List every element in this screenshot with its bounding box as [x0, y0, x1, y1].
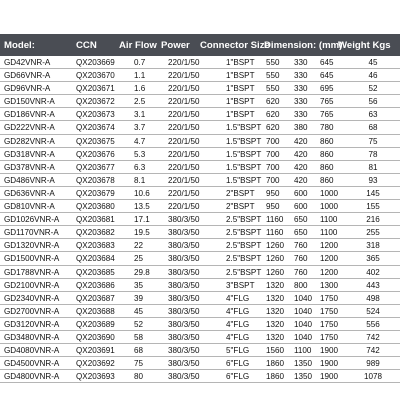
table-row [0, 82, 400, 95]
cell-connector-size: 6"FLG [226, 372, 250, 382]
cell-power: 380/3/50 [168, 372, 200, 382]
cell-ccn: QX203675 [76, 136, 115, 146]
table-row [0, 239, 400, 252]
table-row [0, 187, 400, 200]
cell-dimension-width: 330 [294, 71, 308, 81]
table-row [0, 148, 400, 161]
cell-dimension-length: 950 [266, 188, 280, 198]
header-model: Model: [4, 40, 35, 51]
table-row [0, 292, 400, 305]
cell-ccn: QX203688 [76, 306, 115, 316]
cell-connector-size: 2.5"BSPT [226, 215, 262, 225]
table-row [0, 121, 400, 134]
cell-connector-size: 2"BSPT [226, 202, 255, 212]
cell-air-flow: 52 [134, 319, 144, 329]
cell-connector-size: 1.5"BSPT [226, 123, 262, 133]
cell-dimension-height: 860 [320, 136, 334, 146]
header-air-flow: Air Flow [119, 40, 157, 51]
cell-dimension-width: 1040 [294, 306, 313, 316]
cell-dimension-height: 1750 [320, 293, 339, 303]
cell-ccn: QX203690 [76, 332, 115, 342]
cell-power: 220/1/50 [168, 175, 200, 185]
cell-weight: 498 [366, 293, 380, 303]
cell-model: GD4500VNR-A [4, 359, 60, 369]
table-row [0, 318, 400, 331]
cell-ccn: QX203669 [76, 58, 115, 67]
cell-connector-size: 4"FLG [226, 306, 250, 316]
cell-weight: 81 [368, 162, 378, 172]
cell-weight: 216 [366, 215, 380, 225]
cell-air-flow: 17.1 [134, 215, 150, 225]
table-row [0, 344, 400, 357]
cell-weight: 1078 [363, 372, 382, 382]
cell-connector-size: 4"FLG [226, 332, 250, 342]
cell-power: 220/1/50 [168, 58, 200, 67]
cell-air-flow: 3.7 [134, 123, 146, 133]
cell-weight: 318 [366, 241, 380, 251]
cell-weight: 524 [366, 306, 380, 316]
cell-air-flow: 2.5 [134, 97, 146, 107]
cell-power: 380/3/50 [168, 346, 200, 356]
cell-connector-size: 2.5"BSPT [226, 241, 262, 251]
cell-ccn: QX203671 [76, 84, 115, 94]
cell-dimension-length: 1320 [266, 332, 285, 342]
cell-model: GD4800VNR-A [4, 372, 60, 382]
cell-dimension-length: 1320 [266, 319, 285, 329]
cell-air-flow: 0.7 [134, 58, 146, 67]
cell-power: 220/1/50 [168, 188, 200, 198]
cell-power: 380/3/50 [168, 332, 200, 342]
cell-ccn: QX203679 [76, 188, 115, 198]
cell-weight: 63 [368, 110, 378, 120]
table-row [0, 279, 400, 292]
cell-dimension-height: 1900 [320, 346, 339, 356]
cell-air-flow: 68 [134, 346, 144, 356]
cell-dimension-length: 700 [266, 175, 280, 185]
cell-power: 220/1/50 [168, 202, 200, 212]
cell-air-flow: 80 [134, 372, 144, 382]
cell-connector-size: 1.5"BSPT [226, 175, 262, 185]
table-row [0, 95, 400, 108]
cell-air-flow: 6.3 [134, 162, 146, 172]
cell-dimension-height: 1750 [320, 306, 339, 316]
cell-connector-size: 1.5"BSPT [226, 162, 262, 172]
cell-dimension-height: 765 [320, 110, 334, 120]
cell-dimension-width: 420 [294, 136, 308, 146]
cell-dimension-length: 1860 [266, 359, 285, 369]
cell-model: GD1026VNR-A [4, 215, 60, 225]
table-row [0, 266, 400, 279]
cell-weight: 742 [366, 332, 380, 342]
table-row [0, 108, 400, 121]
table-row [0, 305, 400, 318]
cell-dimension-height: 1100 [320, 215, 338, 225]
cell-connector-size: 2.5"BSPT [226, 254, 262, 264]
cell-dimension-height: 1900 [320, 359, 339, 369]
cell-model: GD1500VNR-A [4, 254, 60, 264]
cell-ccn: QX203678 [76, 175, 115, 185]
cell-connector-size: 1.5"BSPT [226, 149, 262, 159]
cell-connector-size: 1"BSPT [226, 84, 255, 94]
cell-dimension-height: 1200 [320, 267, 339, 277]
cell-ccn: QX203689 [76, 319, 115, 329]
cell-dimension-width: 1350 [294, 359, 313, 369]
cell-air-flow: 8.1 [134, 175, 146, 185]
cell-weight: 402 [366, 267, 380, 277]
cell-dimension-width: 650 [294, 215, 308, 225]
cell-dimension-height: 1900 [320, 372, 339, 382]
cell-dimension-length: 700 [266, 136, 280, 146]
cell-ccn: QX203681 [76, 215, 115, 225]
cell-connector-size: 6"FLG [226, 359, 250, 369]
cell-dimension-height: 1750 [320, 319, 339, 329]
cell-weight: 52 [368, 84, 378, 94]
cell-ccn: QX203683 [76, 241, 115, 251]
cell-ccn: QX203673 [76, 110, 115, 120]
header-connector-size: Connector Size [200, 40, 270, 51]
cell-connector-size: 4"FLG [226, 319, 250, 329]
cell-ccn: QX203680 [76, 202, 115, 212]
cell-weight: 75 [368, 136, 378, 146]
cell-dimension-width: 420 [294, 162, 308, 172]
cell-power: 380/3/50 [168, 267, 200, 277]
cell-air-flow: 1.1 [134, 71, 146, 81]
cell-power: 380/3/50 [168, 293, 200, 303]
cell-model: GD3120VNR-A [4, 319, 60, 329]
cell-dimension-height: 695 [320, 84, 334, 94]
cell-dimension-width: 760 [294, 254, 308, 264]
table-row [0, 69, 400, 82]
header-ccn: CCN [76, 40, 97, 51]
table-row [0, 135, 400, 148]
table-body [0, 56, 400, 383]
cell-ccn: QX203685 [76, 267, 115, 277]
cell-connector-size: 2"BSPT [226, 188, 255, 198]
cell-dimension-width: 330 [294, 84, 308, 94]
cell-model: GD486VNR-A [4, 175, 55, 185]
cell-air-flow: 35 [134, 280, 144, 290]
cell-dimension-width: 600 [294, 202, 308, 212]
cell-dimension-length: 700 [266, 149, 280, 159]
cell-dimension-length: 550 [266, 84, 280, 94]
cell-connector-size: 3"BSPT [226, 280, 255, 290]
cell-ccn: QX203691 [76, 346, 115, 356]
cell-dimension-height: 780 [320, 123, 334, 133]
cell-power: 380/3/50 [168, 359, 200, 369]
cell-dimension-length: 1160 [266, 215, 284, 225]
table-row [0, 161, 400, 174]
cell-dimension-height: 645 [320, 71, 334, 81]
cell-weight: 443 [366, 280, 380, 290]
cell-dimension-height: 645 [320, 58, 334, 67]
cell-ccn: QX203684 [76, 254, 115, 264]
cell-power: 220/1/50 [168, 71, 200, 81]
cell-dimension-length: 620 [266, 123, 280, 133]
cell-dimension-width: 330 [294, 97, 308, 107]
cell-dimension-length: 950 [266, 202, 280, 212]
cell-air-flow: 45 [134, 306, 144, 316]
cell-ccn: QX203672 [76, 97, 115, 107]
cell-dimension-length: 1320 [266, 280, 285, 290]
cell-power: 380/3/50 [168, 306, 200, 316]
cell-ccn: QX203676 [76, 149, 115, 159]
table-row [0, 252, 400, 265]
cell-dimension-length: 1860 [266, 372, 285, 382]
cell-dimension-width: 600 [294, 188, 308, 198]
cell-model: GD2700VNR-A [4, 306, 60, 316]
cell-dimension-length: 620 [266, 97, 280, 107]
cell-dimension-height: 1300 [320, 280, 339, 290]
cell-air-flow: 19.5 [134, 228, 150, 238]
table-row [0, 370, 400, 383]
cell-connector-size: 4"FLG [226, 293, 250, 303]
cell-air-flow: 1.6 [134, 84, 146, 94]
header-weight: Weight Kgs [338, 40, 391, 51]
cell-power: 380/3/50 [168, 228, 200, 238]
cell-model: GD222VNR-A [4, 123, 55, 133]
cell-connector-size: 1.5"BSPT [226, 136, 262, 146]
cell-dimension-length: 620 [266, 110, 280, 120]
table-row [0, 200, 400, 213]
cell-ccn: QX203677 [76, 162, 115, 172]
table-row [0, 56, 400, 69]
cell-power: 380/3/50 [168, 241, 200, 251]
cell-connector-size: 2.5"BSPT [226, 267, 262, 277]
table-header-row [0, 34, 400, 56]
cell-power: 380/3/50 [168, 319, 200, 329]
cell-air-flow: 58 [134, 332, 144, 342]
cell-dimension-length: 1320 [266, 293, 285, 303]
cell-model: GD2340VNR-A [4, 293, 60, 303]
cell-power: 220/1/50 [168, 149, 200, 159]
cell-air-flow: 22 [134, 241, 144, 251]
cell-power: 380/3/50 [168, 254, 200, 264]
cell-air-flow: 3.1 [134, 110, 146, 120]
cell-weight: 68 [368, 123, 378, 133]
cell-weight: 56 [368, 97, 378, 107]
cell-power: 380/3/50 [168, 280, 200, 290]
table-row [0, 357, 400, 370]
cell-model: GD1788VNR-A [4, 267, 60, 277]
cell-dimension-height: 860 [320, 162, 334, 172]
cell-dimension-width: 1350 [294, 372, 313, 382]
cell-air-flow: 29.8 [134, 267, 150, 277]
cell-dimension-width: 330 [294, 58, 308, 67]
cell-air-flow: 39 [134, 293, 144, 303]
cell-power: 220/1/50 [168, 162, 200, 172]
cell-power: 380/3/50 [168, 215, 200, 225]
cell-dimension-height: 1200 [320, 241, 339, 251]
cell-dimension-width: 760 [294, 267, 308, 277]
cell-power: 220/1/50 [168, 110, 200, 120]
cell-model: GD318VNR-A [4, 149, 55, 159]
cell-dimension-length: 1260 [266, 241, 285, 251]
cell-ccn: QX203682 [76, 228, 115, 238]
cell-air-flow: 75 [134, 359, 144, 369]
cell-weight: 78 [368, 149, 378, 159]
cell-model: GD4080VNR-A [4, 346, 60, 356]
cell-air-flow: 4.7 [134, 136, 146, 146]
cell-weight: 255 [366, 228, 380, 238]
cell-ccn: QX203687 [76, 293, 115, 303]
cell-dimension-length: 700 [266, 162, 280, 172]
cell-dimension-width: 420 [294, 175, 308, 185]
table-row [0, 226, 400, 239]
cell-model: GD2100VNR-A [4, 280, 60, 290]
cell-model: GD3480VNR-A [4, 332, 60, 342]
cell-connector-size: 5"FLG [226, 346, 250, 356]
cell-power: 220/1/50 [168, 123, 200, 133]
cell-weight: 145 [366, 188, 380, 198]
cell-dimension-height: 1750 [320, 332, 339, 342]
cell-connector-size: 1"BSPT [226, 110, 255, 120]
cell-dimension-length: 1560 [266, 346, 285, 356]
cell-air-flow: 25 [134, 254, 144, 264]
cell-connector-size: 1"BSPT [226, 71, 255, 81]
cell-model: GD378VNR-A [4, 162, 55, 172]
cell-ccn: QX203692 [76, 359, 115, 369]
cell-dimension-length: 550 [266, 71, 280, 81]
cell-air-flow: 5.3 [134, 149, 146, 159]
table-row [0, 331, 400, 344]
cell-dimension-length: 550 [266, 58, 280, 67]
cell-connector-size: 2.5"BSPT [226, 228, 262, 238]
cell-model: GD150VNR-A [4, 97, 55, 107]
cell-model: GD1320VNR-A [4, 241, 60, 251]
cell-model: GD42VNR-A [4, 58, 51, 67]
cell-weight: 93 [368, 175, 378, 185]
table-row [0, 174, 400, 187]
cell-dimension-height: 1000 [320, 188, 339, 198]
cell-ccn: QX203670 [76, 71, 115, 81]
table-row [0, 213, 400, 226]
cell-dimension-height: 1200 [320, 254, 339, 264]
cell-dimension-width: 800 [294, 280, 308, 290]
cell-model: GD282VNR-A [4, 136, 55, 146]
cell-model: GD810VNR-A [4, 202, 55, 212]
cell-model: GD636VNR-A [4, 188, 55, 198]
cell-model: GD96VNR-A [4, 84, 51, 94]
cell-ccn: QX203674 [76, 123, 115, 133]
cell-model: GD1170VNR-A [4, 228, 59, 238]
cell-dimension-height: 860 [320, 175, 334, 185]
cell-dimension-height: 1000 [320, 202, 339, 212]
header-power: Power [161, 40, 190, 51]
cell-weight: 155 [366, 202, 380, 212]
cell-dimension-width: 760 [294, 241, 308, 251]
cell-dimension-width: 420 [294, 149, 308, 159]
cell-dimension-height: 860 [320, 149, 334, 159]
cell-model: GD186VNR-A [4, 110, 55, 120]
cell-weight: 556 [366, 319, 380, 329]
cell-dimension-width: 1040 [294, 293, 313, 303]
cell-power: 220/1/50 [168, 136, 200, 146]
cell-dimension-width: 650 [294, 228, 308, 238]
cell-dimension-width: 1040 [294, 332, 313, 342]
spec-table [0, 34, 400, 383]
cell-dimension-width: 380 [294, 123, 308, 133]
cell-weight: 742 [366, 346, 380, 356]
cell-dimension-width: 1040 [294, 319, 313, 329]
cell-power: 220/1/50 [168, 97, 200, 107]
cell-dimension-width: 1100 [294, 346, 312, 356]
cell-ccn: QX203693 [76, 372, 115, 382]
cell-connector-size: 1"BSPT [226, 97, 255, 107]
cell-dimension-length: 1320 [266, 306, 285, 316]
cell-dimension-length: 1160 [266, 228, 284, 238]
cell-dimension-width: 330 [294, 110, 308, 120]
cell-dimension-length: 1260 [266, 254, 285, 264]
cell-weight: 989 [366, 359, 380, 369]
cell-air-flow: 13.5 [134, 202, 150, 212]
cell-weight: 45 [368, 58, 378, 67]
cell-ccn: QX203686 [76, 280, 115, 290]
cell-air-flow: 10.6 [134, 188, 150, 198]
cell-model: GD66VNR-A [4, 71, 51, 81]
cell-dimension-height: 765 [320, 97, 334, 107]
cell-power: 220/1/50 [168, 84, 200, 94]
cell-dimension-length: 1260 [266, 267, 285, 277]
header-dimension: Dimension: (mm) [264, 40, 343, 51]
cell-weight: 46 [368, 71, 378, 81]
cell-connector-size: 1"BSPT [226, 58, 255, 67]
cell-dimension-height: 1100 [320, 228, 338, 238]
cell-weight: 365 [366, 254, 380, 264]
